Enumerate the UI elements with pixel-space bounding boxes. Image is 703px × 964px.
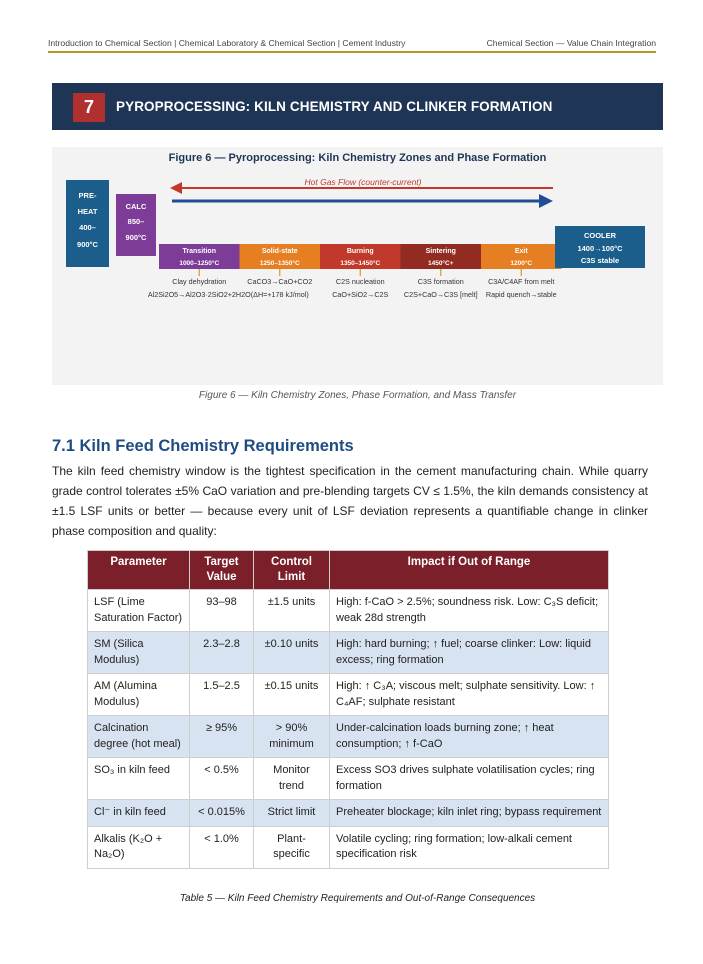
zone-temp: 1350–1450°C: [340, 260, 381, 267]
figure-title: Figure 6 — Pyroprocessing: Kiln Chemistry Zones and Phase Formation: [168, 152, 547, 164]
zone-temp: 1450°C+: [427, 260, 454, 267]
figure-caption: Figure 6 — Kiln Chemistry Zones, Phase Formation, and Mass Transfer: [198, 390, 517, 401]
table-header-row: [88, 551, 609, 590]
cell-target: ≥ 95%: [190, 716, 254, 758]
table-row: [88, 826, 609, 868]
zone-note-2: (ΔH=+178 kJ/mol): [250, 290, 309, 299]
preheat-line-1: PRE-: [78, 191, 97, 200]
preheat-line-3: 400–: [79, 223, 96, 232]
kiln-feed-table: [87, 550, 609, 869]
zone-note-2: C2S+CaO→C3S [melt]: [403, 290, 478, 299]
table-row: [88, 674, 609, 716]
running-header-right: Chemical Section — Value Chain Integration: [486, 38, 656, 48]
cell-limit: Monitor trend: [254, 758, 330, 800]
cell-target: 1.5–2.5: [190, 674, 254, 716]
cell-target: 2.3–2.8: [190, 632, 254, 674]
cell-target: < 0.5%: [190, 758, 254, 800]
preheat-line-4: 900°C: [77, 240, 98, 249]
kiln-diagram: [0, 0, 703, 400]
zone-name: Exit: [514, 248, 528, 255]
section-number: 7: [73, 93, 105, 122]
gas-flow-arrowhead: [170, 182, 182, 194]
table-row: [88, 758, 609, 800]
cell-limit: ±0.15 units: [254, 674, 330, 716]
body-paragraph: The kiln feed chemistry window is the tightest specification in the cement manufacturing chain. While quarry grade control tolerates ±5% CaO variation and pre-blending targets CV ≤ 1.5%, the kiln demands consistency at ±1.5 LSF units or better — because every unit of LSF deviation represents a quantifiable change in clinker phase composition and quality:: [52, 464, 648, 538]
cell-impact: Volatile cycling; ring formation; low-alkali cement specification risk: [330, 826, 609, 868]
calciner-line-1: CALC: [125, 202, 147, 211]
zone-note-1: CaCO3→CaO+CO2: [247, 277, 313, 286]
cell-limit: ±1.5 units: [254, 590, 330, 632]
kiln-zones: [148, 244, 562, 299]
gas-flow-label: Hot Gas Flow (counter-current): [304, 177, 422, 187]
zone-temp: 1000–1250°C: [179, 260, 220, 267]
cell-limit: > 90% minimum: [254, 716, 330, 758]
zone-note-1: C3S formation: [417, 277, 464, 286]
cell-parameter: AM (Alumina Modulus): [88, 674, 190, 716]
zone-note-1: C2S nucleation: [335, 277, 385, 286]
cell-limit: ±0.10 units: [254, 632, 330, 674]
cell-impact: Under-calcination loads burning zone; ↑ heat consumption; ↑ f-CaO: [330, 716, 609, 758]
header-target: Target Value: [190, 551, 254, 590]
running-header-left: Introduction to Chemical Section | Chemical Laboratory & Chemical Section | Cement Industry: [48, 38, 406, 48]
cell-impact: Preheater blockage; kiln inlet ring; bypass requirement: [330, 800, 609, 827]
cell-parameter: LSF (Lime Saturation Factor): [88, 590, 190, 632]
cell-target: 93–98: [190, 590, 254, 632]
cell-target: < 1.0%: [190, 826, 254, 868]
cell-impact: High: hard burning; ↑ fuel; coarse clinker: Low: liquid excess; ring formation: [330, 632, 609, 674]
zone-temp: 1250–1350°C: [259, 260, 300, 267]
table-row: [88, 632, 609, 674]
zone-note-2: CaO+SiO2→C2S: [332, 290, 389, 299]
cell-limit: Plant-specific: [254, 826, 330, 868]
cell-parameter: Alkalis (K₂O + Na₂O): [88, 826, 190, 868]
cell-impact: Excess SO3 drives sulphate volatilisation cycles; ring formation: [330, 758, 609, 800]
table-caption: Table 5 — Kiln Feed Chemistry Requirements and Out-of-Range Consequences: [179, 893, 536, 904]
zone-note-1: Clay dehydration: [172, 277, 227, 286]
header-impact: Impact if Out of Range: [330, 551, 609, 590]
zone-note-2: Rapid quench→stable: [485, 290, 557, 299]
preheat-line-2: HEAT: [77, 207, 98, 216]
zone-name: Sintering: [425, 248, 456, 255]
cell-parameter: Cl⁻ in kiln feed: [88, 800, 190, 827]
cell-parameter: Calcination degree (hot meal): [88, 716, 190, 758]
cell-parameter: SM (Silica Modulus): [88, 632, 190, 674]
zone-temp: 1200°C: [510, 260, 533, 267]
zone-name: Solid-state: [261, 248, 298, 255]
cell-impact: High: ↑ C₃A; viscous melt; sulphate sensitivity. Low: ↑ C₄AF; sulphate resistant: [330, 674, 609, 716]
material-flow-arrowhead: [539, 194, 553, 208]
cooler-line-2: 1400→100°C: [577, 244, 623, 253]
calciner-line-3: 900°C: [125, 233, 147, 242]
cell-parameter: SO₃ in kiln feed: [88, 758, 190, 800]
header-parameter: Parameter: [88, 551, 190, 590]
section-title: PYROPROCESSING: KILN CHEMISTRY AND CLINKER FORMATION: [116, 99, 553, 114]
zone-name: Transition: [182, 248, 216, 255]
zone-note-2: Al2Si2O5→Al2O3·2SiO2+2H2O: [147, 290, 251, 299]
table-row: [88, 590, 609, 632]
header-limit: Control Limit: [254, 551, 330, 590]
cell-limit: Strict limit: [254, 800, 330, 827]
cooler-line-1: COOLER: [583, 231, 617, 240]
zone-note-1: C3A/C4AF from melt: [488, 277, 555, 286]
table-row: [88, 716, 609, 758]
cell-target: < 0.015%: [190, 800, 254, 827]
cell-impact: High: f-CaO > 2.5%; soundness risk. Low: C₃S deficit; weak 28d strength: [330, 590, 609, 632]
table-row: [88, 800, 609, 827]
cooler-line-3: C3S stable: [580, 256, 620, 265]
zone-name: Burning: [346, 248, 374, 255]
calciner-line-2: 850–: [127, 217, 145, 226]
subsection-title: 7.1 Kiln Feed Chemistry Requirements: [52, 437, 354, 455]
